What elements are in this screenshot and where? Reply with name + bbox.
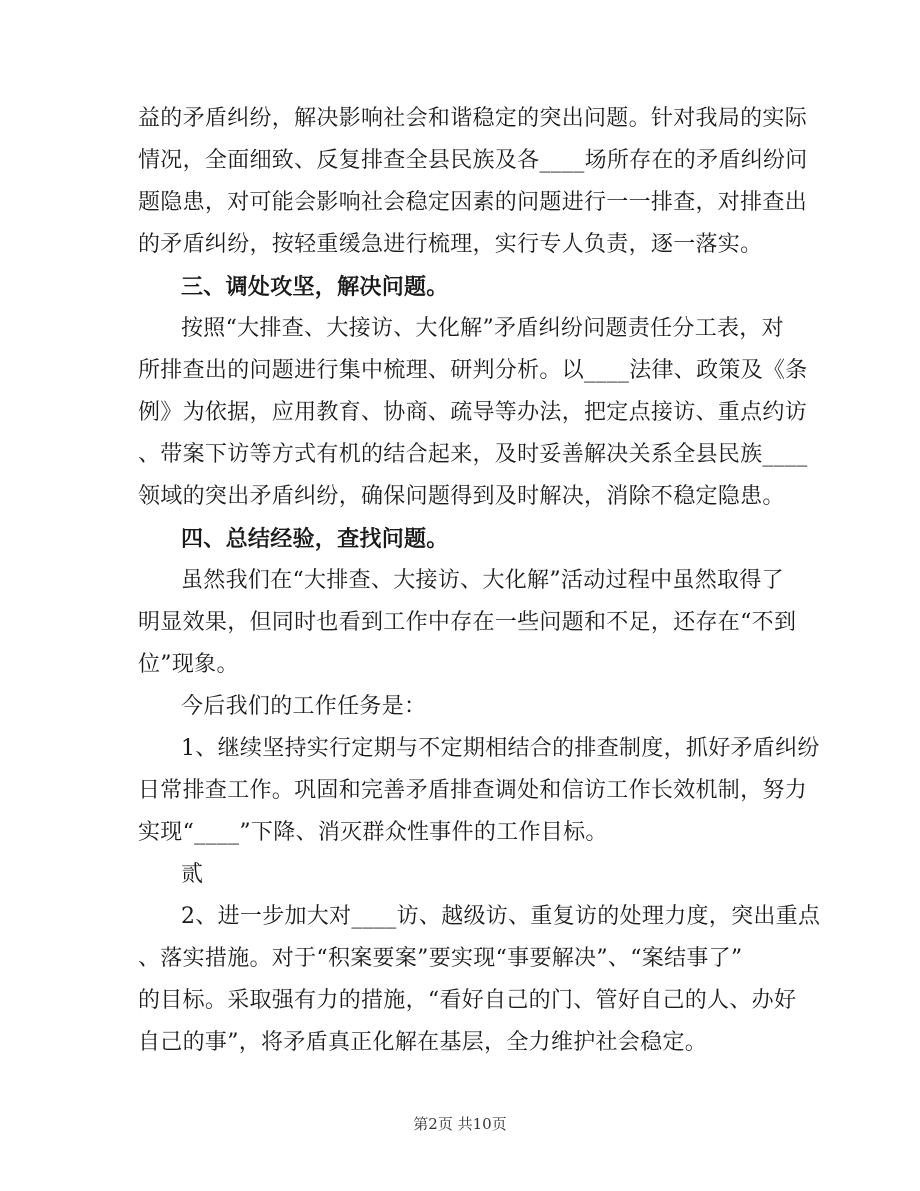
paragraph-line: 自己的事”，将矛盾真正化解在基层，全力维护社会稳定。 — [138, 1030, 708, 1055]
paragraph-line: 所排查出的问题进行集中梳理、研判分析。以____法律、政策及《条 — [138, 358, 808, 383]
paragraph-line: 、带案下访等方式有机的结合起来，及时妥善解决关系全县民族____ — [138, 442, 808, 467]
paragraph-line: 、落实措施。对于“积案要案”要实现“事要解决”、“案结事了” — [138, 946, 743, 971]
page-number-footer: 第2页 共10页 — [413, 1115, 507, 1133]
paragraph-line: 例》为依据，应用教育、协商、疏导等办法，把定点接访、重点约访 — [138, 400, 808, 425]
paragraph-line: 日常排查工作。巩固和完善矛盾排查调处和信访工作长效机制，努力 — [138, 778, 808, 803]
paragraph-line: 按照“大排查、大接访、大化解”矛盾纠纷问题责任分工表，对 — [181, 316, 784, 341]
section-heading-4: 四、总结经验，查找问题。 — [181, 526, 449, 552]
paragraph-line: 明显效果，但同时也看到工作中存在一些问题和不足，还存在“不到 — [138, 610, 797, 635]
list-item-2: 2、进一步加大对____访、越级访、重复访的处理力度，突出重点 — [181, 904, 821, 929]
paragraph-line: 的矛盾纠纷，按轻重缓急进行梳理，实行专人负责，逐一落实。 — [138, 232, 763, 257]
paragraph-line: 的目标。采取强有力的措施，“看好自己的门、管好自己的人、办好 — [138, 988, 797, 1013]
paragraph-line: 位”现象。 — [138, 652, 239, 677]
paragraph-line: 虽然我们在“大排查、大接访、大化解”活动过程中虽然取得了 — [181, 568, 784, 593]
section-heading-3: 三、调处攻坚，解决问题。 — [181, 274, 449, 300]
paragraph-line: 贰 — [181, 862, 204, 887]
paragraph-line: 益的矛盾纠纷，解决影响社会和谐稳定的突出问题。针对我局的实际 — [138, 106, 808, 131]
list-item-1: 1、继续坚持实行定期与不定期相结合的排查制度，抓好矛盾纠纷 — [181, 736, 820, 761]
paragraph-line: 领域的突出矛盾纠纷，确保问题得到及时解决，消除不稳定隐患。 — [138, 484, 785, 509]
paragraph-line: 情况，全面细致、反复排查全县民族及各____场所存在的矛盾纠纷问 — [138, 148, 808, 173]
paragraph-line: 题隐患，对可能会影响社会稳定因素的问题进行一一排查，对排查出 — [138, 190, 808, 215]
paragraph-line: 今后我们的工作任务是： — [181, 694, 427, 719]
paragraph-line: 实现“____”下降、消灭群众性事件的工作目标。 — [138, 820, 608, 845]
